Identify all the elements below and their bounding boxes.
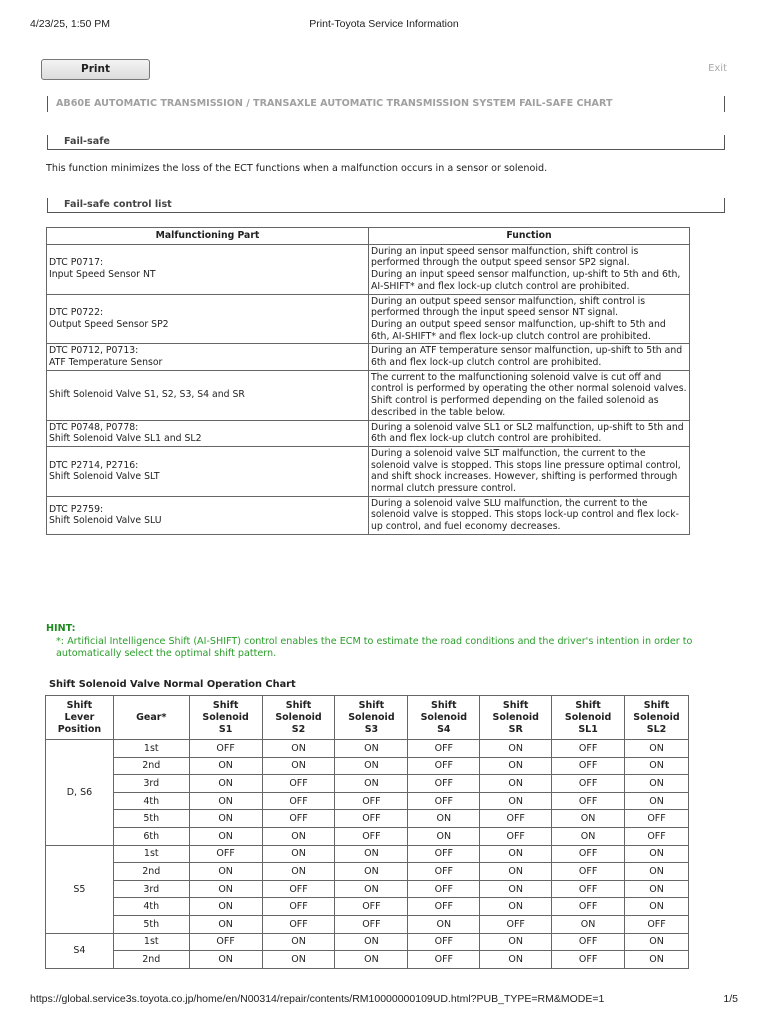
solenoid-state-cell: OFF [335, 827, 408, 845]
header-line: Solenoid [564, 711, 612, 723]
column-header [480, 696, 552, 740]
solenoid-state-cell: ON [189, 915, 262, 933]
solenoid-state-cell: OFF [625, 810, 689, 828]
function-cell [369, 446, 690, 496]
function-cell [369, 496, 690, 534]
column-header [46, 696, 114, 740]
print-footer [30, 993, 738, 1007]
solenoid-state-cell: OFF [552, 951, 625, 969]
column-header-part: Malfunctioning Part [47, 228, 369, 245]
solenoid-state-cell: OFF [552, 740, 625, 758]
table-row [47, 446, 690, 496]
solenoid-state-cell: ON [625, 933, 689, 951]
column-header [113, 696, 189, 740]
solenoid-state-cell: OFF [552, 898, 625, 916]
table-row [46, 880, 689, 898]
solenoid-state-cell: OFF [335, 810, 408, 828]
solenoid-state-cell: OFF [408, 845, 480, 863]
solenoid-state-cell: ON [480, 845, 552, 863]
solenoid-state-cell: ON [625, 863, 689, 881]
solenoid-state-cell: OFF [552, 933, 625, 951]
header-line: Solenoid [420, 711, 468, 723]
header-line: SL1 [578, 723, 598, 735]
solenoid-state-cell: OFF [408, 757, 480, 775]
function-line: During an output speed sensor malfunction, shift control is performed through the input speed sensor NT signal. [371, 295, 646, 319]
page-url: https://global.service3s.toyota.co.jp/home/en/N00314/repair/contents/RM10000000109UD.html?PUB_TYPE=RM&MODE=1 [30, 993, 605, 1005]
gear-cell: 1st [113, 845, 189, 863]
solenoid-state-cell: ON [552, 915, 625, 933]
column-header [189, 696, 262, 740]
solenoid-state-cell: ON [408, 810, 480, 828]
solenoid-state-cell: ON [625, 757, 689, 775]
table-row [47, 294, 690, 344]
header-line: Solenoid [492, 711, 539, 723]
solenoid-state-cell: ON [189, 898, 262, 916]
solenoid-state-cell: OFF [262, 792, 335, 810]
solenoid-state-cell: OFF [189, 740, 262, 758]
intro-paragraph: This function minimizes the loss of the ECT functions when a malfunction occurs in a sensor or solenoid. [46, 163, 548, 174]
header-line: S3 [364, 723, 379, 735]
column-header-function: Function [369, 228, 690, 245]
gear-cell: 2nd [113, 951, 189, 969]
lever-position-cell: S5 [46, 845, 114, 933]
table-row [46, 845, 689, 863]
malfunction-part-cell [47, 344, 369, 370]
solenoid-state-cell: ON [335, 775, 408, 793]
solenoid-state-cell: OFF [408, 775, 480, 793]
header-line: Shift [643, 699, 670, 711]
malfunction-part-cell [47, 244, 369, 294]
solenoid-state-cell: OFF [262, 898, 335, 916]
gear-cell: 1st [113, 740, 189, 758]
header-line: Shift [431, 699, 457, 711]
solenoid-state-cell: OFF [262, 880, 335, 898]
gear-cell: 3rd [113, 880, 189, 898]
solenoid-state-cell: ON [625, 845, 689, 863]
solenoid-state-cell: ON [408, 915, 480, 933]
header-line: Solenoid [202, 711, 249, 723]
solenoid-state-cell: ON [262, 757, 335, 775]
table-header-row [47, 228, 690, 245]
solenoid-state-cell: ON [625, 740, 689, 758]
function-cell [369, 370, 690, 420]
solenoid-state-cell: OFF [335, 898, 408, 916]
solenoid-state-cell: OFF [552, 863, 625, 881]
table-row [47, 344, 690, 370]
table-row [46, 827, 689, 845]
part-line: DTC P2714, P2716: [49, 459, 139, 471]
solenoid-state-cell: OFF [262, 810, 335, 828]
solenoid-state-cell: OFF [552, 775, 625, 793]
solenoid-state-cell: ON [335, 740, 408, 758]
malfunction-part-cell [47, 294, 369, 344]
part-line: Shift Solenoid Valve SLU [49, 515, 162, 527]
gear-cell: 4th [113, 792, 189, 810]
header-line: Lever [64, 711, 95, 723]
solenoid-state-cell: ON [189, 951, 262, 969]
table-row [47, 370, 690, 420]
solenoid-state-cell: OFF [408, 863, 480, 881]
gear-cell: 1st [113, 933, 189, 951]
solenoid-state-cell: ON [335, 880, 408, 898]
solenoid-state-cell: ON [480, 792, 552, 810]
solenoid-state-cell: OFF [480, 810, 552, 828]
hint-block [46, 623, 726, 661]
solenoid-state-cell: ON [335, 951, 408, 969]
solenoid-state-cell: ON [262, 740, 335, 758]
table-row [46, 863, 689, 881]
table-row [47, 244, 690, 294]
function-line: During a solenoid valve SL1 or SL2 malfunction, up-shift to 5th and 6th and flex lock-up clutch control are prohibited. [371, 421, 684, 445]
column-header [335, 696, 408, 740]
gear-cell: 3rd [113, 775, 189, 793]
solenoid-state-cell: OFF [408, 792, 480, 810]
section-heading-failsafe: Fail-safe [47, 135, 725, 150]
lever-position-cell: S4 [46, 933, 114, 968]
solenoid-state-cell: ON [625, 898, 689, 916]
solenoid-state-cell: ON [552, 827, 625, 845]
header-line: SL2 [646, 723, 667, 735]
part-line: Shift Solenoid Valve S1, S2, S3, S4 and SR [49, 389, 245, 401]
part-line: Input Speed Sensor NT [49, 269, 156, 281]
solenoid-state-cell: ON [189, 880, 262, 898]
solenoid-state-cell: ON [262, 827, 335, 845]
header-line: Shift [285, 699, 312, 711]
function-line: During a solenoid valve SLU malfunction, the current to the solenoid valve is stopped. This stops lock-up control and flex lock-up control, and fuel economy decreases. [371, 497, 680, 533]
table-row [46, 757, 689, 775]
table-row [46, 775, 689, 793]
solenoid-state-cell: ON [335, 845, 408, 863]
header-line: Position [57, 723, 102, 735]
function-line: During an input speed sensor malfunction, shift control is performed through the output speed sensor SP2 signal. [371, 245, 639, 269]
print-header [30, 18, 738, 32]
part-line: ATF Temperature Sensor [49, 357, 163, 369]
solenoid-state-cell: ON [480, 951, 552, 969]
part-line: DTC P0722: [49, 307, 104, 319]
table-row [46, 898, 689, 916]
solenoid-state-cell: ON [335, 757, 408, 775]
solenoid-state-cell: OFF [408, 951, 480, 969]
solenoid-state-cell: ON [625, 792, 689, 810]
table-row [46, 933, 689, 951]
column-header [262, 696, 335, 740]
solenoid-state-cell: ON [262, 951, 335, 969]
solenoid-state-cell: ON [480, 898, 552, 916]
solenoid-state-cell: ON [335, 863, 408, 881]
function-line: During an output speed sensor malfunction, up-shift to 5th and 6th, AI-SHIFT* and flex lock-up clutch control are prohibited. [371, 318, 666, 342]
malfunction-part-cell [47, 446, 369, 496]
gear-cell: 2nd [113, 757, 189, 775]
section-heading-control-list: Fail-safe control list [47, 198, 725, 213]
hint-text: *: Artificial Intelligence Shift (AI-SHIFT) control enables the ECM to estimate the road conditions and the driver's intention in order to automatically select the optimal shift pattern. [56, 635, 693, 659]
solenoid-state-cell: ON [189, 757, 262, 775]
part-line: DTC P0712, P0713: [49, 345, 139, 357]
solenoid-state-cell: OFF [408, 740, 480, 758]
malfunction-part-cell [47, 420, 369, 446]
function-line: Shift control is performed depending on the failed solenoid as described in the table below. [371, 395, 659, 418]
solenoid-state-cell: ON [189, 810, 262, 828]
table-header-row [46, 696, 689, 740]
function-line: During an ATF temperature sensor malfunction, up-shift to 5th and 6th and flex lock-up clutch control are prohibited. [371, 345, 683, 369]
function-line: The current to the malfunctioning solenoid valve is cut off and control is performed by operating the other normal solenoid valves. [371, 371, 687, 395]
column-header [408, 696, 480, 740]
solenoid-state-cell: ON [189, 863, 262, 881]
print-page-title: Print-Toyota Service Information [309, 18, 459, 30]
solenoid-state-cell: ON [189, 792, 262, 810]
solenoid-state-cell: OFF [552, 792, 625, 810]
operation-chart-title: Shift Solenoid Valve Normal Operation Chart [49, 679, 296, 690]
header-line: Solenoid [348, 711, 395, 723]
solenoid-state-cell: ON [408, 827, 480, 845]
part-line: Output Speed Sensor SP2 [49, 318, 169, 330]
header-line: SR [508, 723, 523, 735]
header-line: Shift [212, 699, 239, 711]
solenoid-state-cell: ON [480, 757, 552, 775]
solenoid-state-cell: OFF [552, 845, 625, 863]
header-line: Solenoid [633, 711, 680, 723]
solenoid-state-cell: OFF [552, 757, 625, 775]
solenoid-state-cell: ON [480, 775, 552, 793]
solenoid-state-cell: OFF [625, 915, 689, 933]
solenoid-state-cell: OFF [189, 933, 262, 951]
gear-cell: 2nd [113, 863, 189, 881]
page-number: 1/5 [723, 993, 738, 1005]
gear-cell: 4th [113, 898, 189, 916]
table-row [46, 792, 689, 810]
part-line: Shift Solenoid Valve SLT [49, 471, 160, 483]
solenoid-state-cell: ON [262, 933, 335, 951]
table-row [46, 740, 689, 758]
solenoid-state-cell: ON [480, 863, 552, 881]
table-row [46, 951, 689, 969]
solenoid-state-cell: ON [552, 810, 625, 828]
solenoid-state-cell: OFF [189, 845, 262, 863]
function-cell [369, 344, 690, 370]
solenoid-state-cell: OFF [335, 792, 408, 810]
column-header [625, 696, 689, 740]
header-line: S1 [218, 723, 233, 735]
solenoid-state-cell: ON [189, 827, 262, 845]
header-line: Shift [502, 699, 529, 711]
print-button[interactable]: Print [41, 59, 150, 80]
operation-chart-table [45, 695, 689, 969]
gear-cell: 5th [113, 915, 189, 933]
solenoid-state-cell: OFF [335, 915, 408, 933]
solenoid-state-cell: OFF [408, 880, 480, 898]
solenoid-state-cell: ON [625, 951, 689, 969]
print-datetime: 4/23/25, 1:50 PM [30, 18, 110, 30]
solenoid-state-cell: ON [262, 863, 335, 881]
header-line: Shift [575, 699, 601, 711]
solenoid-state-cell: ON [480, 740, 552, 758]
header-line: Solenoid [275, 711, 322, 723]
part-line: DTC P0748, P0778: [49, 421, 139, 433]
solenoid-state-cell: ON [625, 775, 689, 793]
function-line: During an input speed sensor malfunction, up-shift to 5th and 6th, AI-SHIFT* and flex lock-up clutch control are prohibited. [371, 269, 681, 292]
header-line: Shift [66, 699, 93, 711]
part-line: DTC P0717: [49, 257, 104, 269]
header-line: S2 [291, 723, 306, 735]
table-row [47, 420, 690, 446]
exit-link[interactable]: Exit [708, 63, 727, 74]
malfunction-part-cell [47, 496, 369, 534]
failsafe-control-table [46, 227, 690, 535]
solenoid-state-cell: ON [480, 933, 552, 951]
part-line: DTC P2759: [49, 503, 104, 515]
gear-cell: 6th [113, 827, 189, 845]
table-row [46, 810, 689, 828]
solenoid-state-cell: ON [335, 933, 408, 951]
solenoid-state-cell: OFF [480, 915, 552, 933]
malfunction-part-cell [47, 370, 369, 420]
solenoid-state-cell: ON [189, 775, 262, 793]
solenoid-state-cell: OFF [408, 933, 480, 951]
function-cell [369, 420, 690, 446]
breadcrumb: AB60E AUTOMATIC TRANSMISSION / TRANSAXLE AUTOMATIC TRANSMISSION SYSTEM FAIL-SAFE CHART [47, 96, 725, 112]
table-row [47, 496, 690, 534]
column-header [552, 696, 625, 740]
hint-title: HINT: [46, 623, 76, 634]
header-line: Gear* [136, 711, 167, 723]
solenoid-state-cell: OFF [262, 775, 335, 793]
solenoid-state-cell: ON [480, 880, 552, 898]
gear-cell: 5th [113, 810, 189, 828]
function-cell [369, 294, 690, 344]
header-line: Shift [358, 699, 385, 711]
solenoid-state-cell: ON [625, 880, 689, 898]
part-line: Shift Solenoid Valve SL1 and SL2 [49, 433, 202, 445]
header-line: S4 [437, 723, 451, 735]
solenoid-state-cell: OFF [262, 915, 335, 933]
solenoid-state-cell: OFF [552, 880, 625, 898]
solenoid-state-cell: OFF [625, 827, 689, 845]
function-cell [369, 244, 690, 294]
table-row [46, 915, 689, 933]
solenoid-state-cell: OFF [480, 827, 552, 845]
solenoid-state-cell: OFF [408, 898, 480, 916]
function-line: During a solenoid valve SLT malfunction, the current to the solenoid valve is stopped. This stops line pressure optimal control, and shift shock increases. However, shifting is performed through normal clutch pressure control. [371, 447, 681, 495]
lever-position-cell: D, S6 [46, 740, 114, 846]
solenoid-state-cell: ON [262, 845, 335, 863]
